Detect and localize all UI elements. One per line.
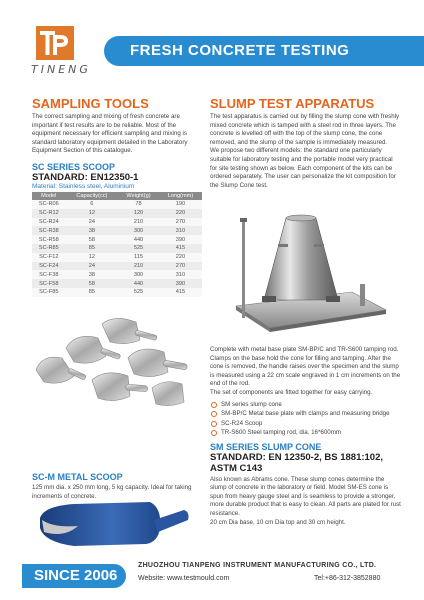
table-row [32, 218, 202, 227]
table-cell: 440 [118, 279, 159, 288]
table-cell: 85 [66, 288, 119, 297]
list-item: SC-R24 Scoop [210, 419, 402, 429]
slump-apparatus-photo [222, 188, 390, 338]
slump-heading: SLUMP TEST APPARATUS [210, 96, 375, 111]
table-cell: 300 [118, 270, 159, 279]
table-row [32, 270, 202, 279]
table-cell: 310 [159, 226, 202, 235]
table-cell: SC-F38 [32, 270, 66, 279]
list-item: SM-BP/C Metal base plate with clamps and measuring bridge [210, 409, 402, 419]
table-row [32, 209, 202, 218]
table-cell: SC-R06 [32, 200, 66, 209]
table-row [32, 262, 202, 271]
table-row [32, 235, 202, 244]
sc-heading: SC SERIES SCOOP [32, 161, 116, 172]
table-cell: SC-F58 [32, 279, 66, 288]
table-cell: 78 [118, 200, 159, 209]
table-cell: 58 [66, 235, 119, 244]
table-cell: 415 [159, 288, 202, 297]
table-cell: SC-R12 [32, 209, 66, 218]
table-cell: 525 [118, 288, 159, 297]
scoop-table [32, 192, 202, 297]
table-cell: 120 [118, 209, 159, 218]
table-cell: SC-R38 [32, 226, 66, 235]
scm-heading: SC-M METAL SCOOP [32, 472, 123, 482]
sampling-column [32, 96, 202, 297]
table-row [32, 200, 202, 209]
table-cell: 440 [118, 235, 159, 244]
slump-desc-2: The set of components are fitted together for easy carrying. [210, 388, 373, 396]
table-header-cell: Model [32, 192, 66, 200]
table-cell: SC-R24 [32, 218, 66, 227]
table-header-cell: Capacity(cc) [66, 192, 119, 200]
table-row [32, 279, 202, 288]
scm-text: 125 mm dia. x 250 mm long, 5 kg capacity. Ideal for taking increments of concrete. [32, 484, 192, 500]
scm-section [32, 472, 202, 501]
table-cell: 300 [118, 226, 159, 235]
table-cell: 38 [66, 226, 119, 235]
sc-standard: STANDARD: EN12350-1 [32, 171, 139, 183]
logo-mark-icon [36, 26, 74, 60]
page-footer [0, 548, 424, 600]
table-row [32, 226, 202, 235]
table-row [32, 288, 202, 297]
table-cell: 190 [159, 200, 202, 209]
table-cell: SC-F12 [32, 253, 66, 262]
sc-material: Material: Stainless steel, Aluminium [32, 182, 135, 190]
slump-desc-section [210, 346, 402, 527]
table-cell: SC-R85 [32, 244, 66, 253]
table-cell: 24 [66, 262, 119, 271]
slump-desc: Complete with metal base plate SM-BP/C and TR-S600 tamping rod. Clamps on the base hold the cone for filling and tamping. After the cone is removed, the handle raises over the specimen and the slump is measured using a 22 cm scale engraved in 1 cm increments on the end of the rod. [210, 346, 401, 388]
table-cell: 270 [159, 262, 202, 271]
table-row [32, 244, 202, 253]
list-item: SM series slump cone [210, 400, 402, 410]
cone-dims: 20 cm Dia base, 10 cm Dia top and 30 cm height. [210, 518, 346, 526]
table-cell: 390 [159, 235, 202, 244]
telephone: Tel:+86-312-3852880 [314, 575, 381, 582]
table-cell: 115 [118, 253, 159, 262]
metal-scoop-photo [34, 498, 194, 550]
table-cell: 24 [66, 218, 119, 227]
table-cell: 210 [118, 218, 159, 227]
slump-intro-2: We propose two different models: the standard one particularly suitable for laboratory testing and the portable model very practical for site testing shown as below. Each component of the kits can be ordered separately. The user can personalize the kit composition for the Slump Cone test. [210, 147, 396, 189]
brand-name: TINENG [31, 63, 91, 76]
table-cell: 220 [159, 209, 202, 218]
table-cell: SC-F85 [32, 288, 66, 297]
table-cell: 220 [159, 253, 202, 262]
cone-heading: SM SERIES SLUMP CONE [210, 441, 322, 452]
table-cell: 210 [118, 262, 159, 271]
slump-component-list [210, 400, 402, 438]
company-name: ZHUOZHOU TIANPENG INSTRUMENT MANUFACTURING CO., LTD. [138, 562, 377, 569]
table-header-cell: Long(mm) [159, 192, 202, 200]
slump-column [210, 96, 400, 190]
table-cell: 270 [159, 218, 202, 227]
page-header [0, 0, 424, 92]
table-cell: 85 [66, 244, 119, 253]
table-header-cell: Weight(g) [118, 192, 159, 200]
page-title: FRESH CONCRETE TESTING [130, 42, 350, 59]
list-item: TR-S600 Steel tamping rod, dia. 16*600mm [210, 428, 402, 438]
table-row [32, 253, 202, 262]
sampling-text: The correct sampling and mixing of fresh concrete are important if test results are to be reliable. Most of the equipment necessary for efficient sampling and mixing is standard laboratory equipment detailed in the Laboratory Equipment Section of this catalogue. [32, 113, 188, 155]
table-cell: 12 [66, 209, 119, 218]
brand-logo [36, 26, 74, 60]
website-link[interactable]: Website: www.testmould.com [138, 575, 230, 582]
table-cell: 525 [118, 244, 159, 253]
table-cell: 38 [66, 270, 119, 279]
table-cell: 6 [66, 200, 119, 209]
table-body [32, 200, 202, 297]
cone-text: Also known as Abrams cone. These slump cones determine the slump of concrete in the laboratory or field. Model SM-ES cone is spun from heavy gauge steel and is seamless to provide a stronger, more durable product that is easy to clean. All parts are plated for rust resistance. [210, 475, 401, 517]
sampling-heading: SAMPLING TOOLS [32, 96, 149, 111]
table-cell: 390 [159, 279, 202, 288]
table-cell: 310 [159, 270, 202, 279]
cone-standard: STANDARD: EN 12350-2, BS 1881:102, ASTM C143 [210, 451, 384, 474]
table-cell: 415 [159, 244, 202, 253]
title-bar [104, 36, 424, 66]
table-header-row [32, 192, 202, 200]
table-cell: 58 [66, 279, 119, 288]
since-text: SINCE 2006 [34, 567, 118, 584]
table-cell: 12 [66, 253, 119, 262]
scoops-photo [32, 318, 202, 412]
table-cell: SC-F24 [32, 262, 66, 271]
table-cell: SC-R58 [32, 235, 66, 244]
slump-intro: The test apparatus is carried out by filling the slump cone with freshly mixed concrete which is tamped with a steel rod in three layers. The concrete is levelled off with the top of the slump cone, the cone removed, and the slump of the sample is immediately measured. [210, 113, 400, 146]
since-badge [22, 564, 126, 588]
